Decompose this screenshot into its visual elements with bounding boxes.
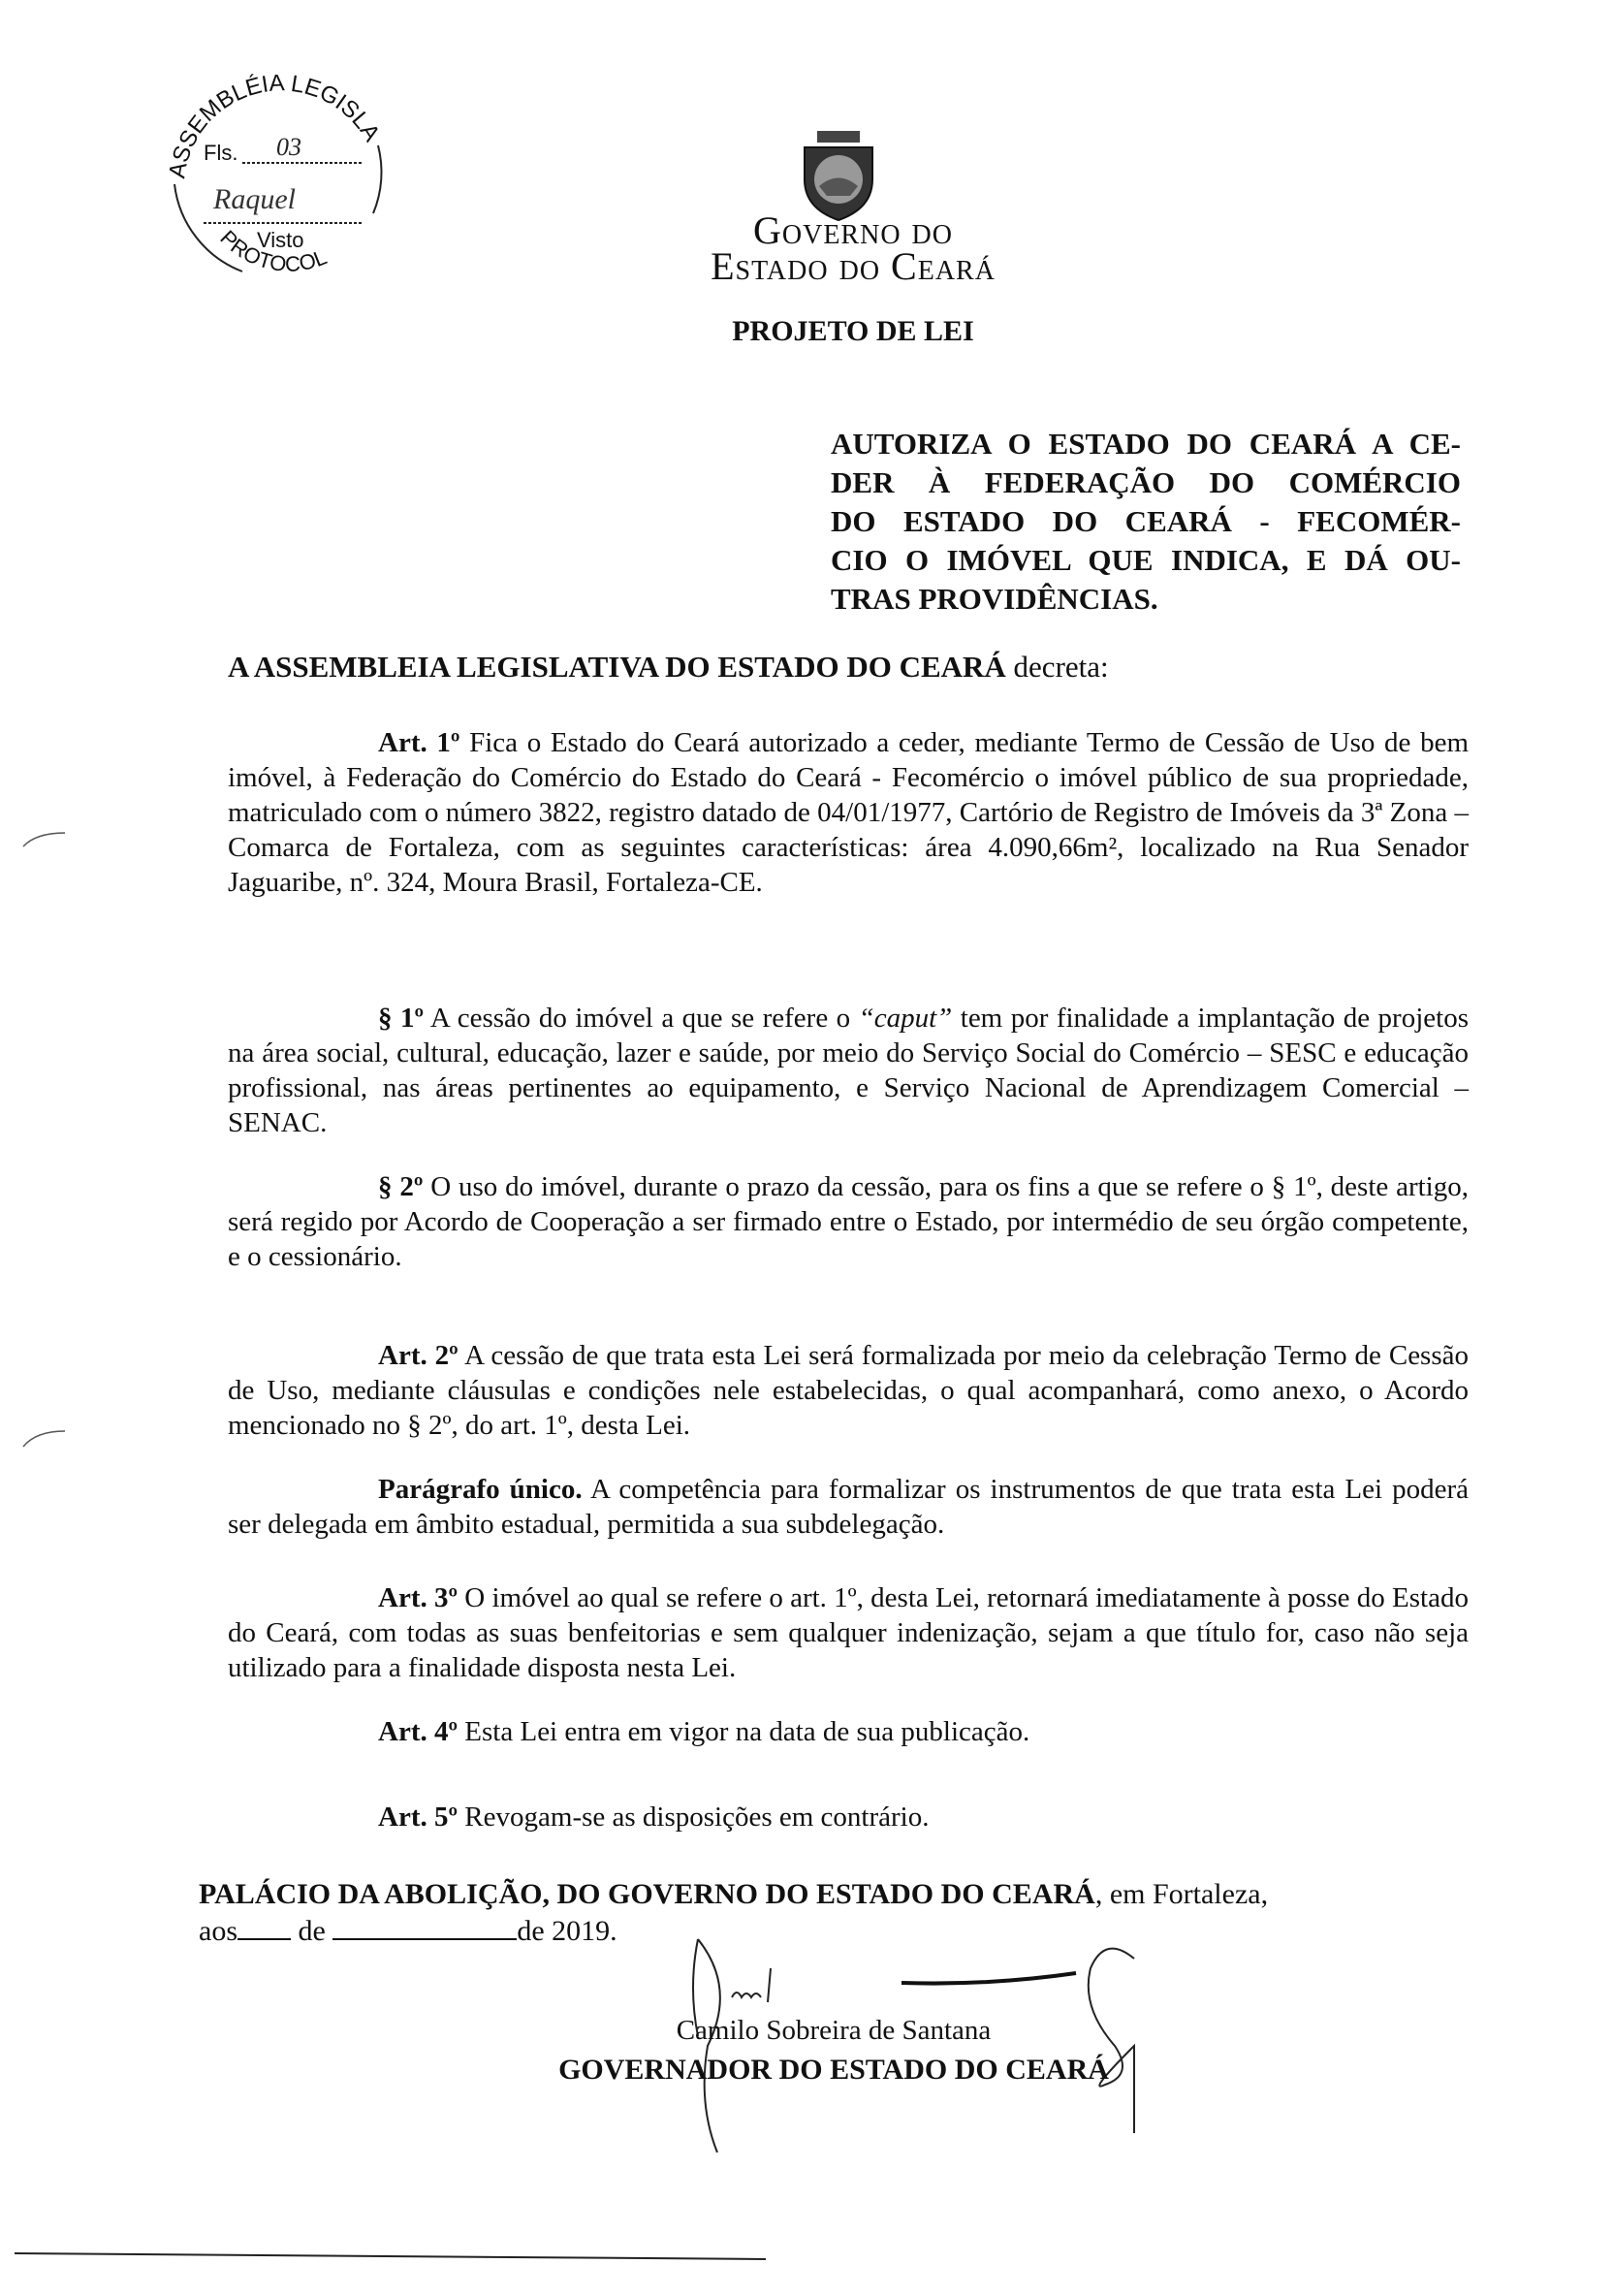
margin-mark	[21, 829, 70, 848]
article-text: Esta Lei entra em vigor na data de sua publicação.	[458, 1716, 1030, 1747]
article-label: Art. 1º	[378, 727, 460, 758]
paragraph-text: A competência para formalizar os instrumentos de que trata esta Lei poderá ser delegada em âmbito estadual, permitida a sua subdelegação.	[228, 1474, 1469, 1540]
article-1-paragraph-2	[228, 1169, 1469, 1274]
signatory-name: Camilo Sobreira de Santana	[676, 2015, 992, 2046]
ementa-line: CIO O IMÓVEL QUE INDICA, E DÁ OU-	[831, 543, 1461, 577]
paragraph-label: § 1º	[378, 1003, 425, 1034]
date-aos: aos	[199, 1915, 237, 1947]
closing-rest: , em Fortaleza,	[1094, 1878, 1269, 1910]
stamp-fls-number: 03	[276, 133, 301, 161]
closing-bold: PALÁCIO DA ABOLIÇÃO, DO GOVERNO DO ESTADO DO CEARÁ	[199, 1878, 1095, 1910]
paragraph-label: § 2º	[378, 1171, 424, 1202]
document-title: PROJETO DE LEI	[732, 315, 974, 347]
margin-mark	[21, 1427, 70, 1449]
ementa-line: AUTORIZA O ESTADO DO CEARÁ A CE-	[831, 427, 1461, 461]
paragraph-italic: “caput”	[858, 1003, 953, 1034]
article-5	[228, 1800, 1469, 1834]
ementa-line: DER À FEDERAÇÃO DO COMÉRCIO	[831, 465, 1461, 499]
ementa-line: DO ESTADO DO CEARÁ - FECOMÉR-	[831, 504, 1461, 538]
article-text: Fica o Estado do Ceará autorizado a ceder, mediante Termo de Cessão de Uso de bem imóvel, à Federação do Comércio do Estado do Ceará - Fecomércio o imóvel público de sua propriedade, matriculado com o número 3822, registro datado de 04/01/1977, Cartório de Registro de Imóveis da 3ª Zona – Comarca de Fortaleza, com as seguintes características: área 4.090,66m², localizado na Rua Senador Jaguaribe, nº. 324, Moura Brasil, Fortaleza-CE.	[228, 727, 1469, 898]
enacting-clause-bold: A ASSEMBLEIA LEGISLATIVA DO ESTADO DO CEARÁ	[228, 650, 1006, 684]
article-text: A cessão de que trata esta Lei será formalizada por meio da celebração Termo de Cessão de Uso, mediante cláusulas e condições nele estabelecidas, o qual acompanhará, como anexo, o Acordo mencionado no § 2º, do art. 1º, desta Lei.	[228, 1340, 1470, 1441]
paragraph-text: tem por finalidade a implantação de projetos na área social, cultural, educação, lazer e saúde, por meio do Serviço Social do Comércio – SESC e educação profissional, nas áreas pertinentes ao equipamento, e Serviço Nacional de Aprendizagem Comercial – SENAC.	[228, 1003, 1469, 1138]
stamp-fls-label: Fls.	[204, 141, 238, 165]
article-2	[228, 1338, 1469, 1443]
protocol-stamp	[145, 39, 407, 281]
article-text: O imóvel ao qual se refere o art. 1º, desta Lei, retornará imediatamente à posse do Estado do Ceará, com todas as suas benfeitorias e sem qualquer indenização, sejam a que título for, caso não seja utilizado para a finalidade disposta nesta Lei.	[228, 1582, 1469, 1683]
article-label: Art. 4º	[378, 1716, 459, 1747]
month-blank	[332, 1913, 517, 1940]
article-text: Revogam-se as disposições em contrário.	[458, 1802, 930, 1833]
day-blank	[237, 1913, 291, 1940]
article-1-paragraph-1	[228, 1001, 1469, 1140]
date-de: de	[291, 1915, 333, 1947]
svg-text:PROTOCOLO: PROTOCOL	[215, 225, 331, 276]
article-label: Art. 2º	[378, 1340, 459, 1371]
stamp-visto-label: Visto	[257, 228, 304, 252]
stamp-graphic	[145, 39, 407, 281]
article-label: Art. 3º	[378, 1582, 459, 1613]
enacting-clause	[228, 650, 1109, 685]
signatory-role: GOVERNADOR DO ESTADO DO CEARÁ	[558, 2054, 1109, 2086]
article-2-paragrafo-unico	[228, 1472, 1469, 1542]
article-4	[228, 1714, 1469, 1749]
paragraph-text: A cessão do imóvel a que se refere o	[424, 1003, 859, 1034]
enacting-clause-rest: decreta:	[1005, 650, 1109, 684]
article-1	[228, 725, 1469, 900]
date-year: de 2019.	[517, 1915, 617, 1947]
paragraph-text: O uso do imóvel, durante o prazo da cessão, para os fins a que se refere o § 1º, deste artigo, será regido por Acordo de Cooperação a ser firmado entre o Estado, por intermédio de seu órgão competente, e o cessionário.	[228, 1171, 1469, 1272]
government-header-line1: Governo do	[753, 208, 953, 252]
government-header-line2: Estado do Ceará	[711, 244, 996, 288]
stamp-handwritten-signature: Raquel	[213, 183, 296, 215]
article-3	[228, 1580, 1469, 1685]
stamp-arc-text: ASSEMBLÉIA LEGISLA	[164, 70, 385, 180]
paragraph-label: Parágrafo único.	[378, 1474, 583, 1505]
article-label: Art. 5º	[378, 1802, 459, 1833]
bottom-rule	[15, 2249, 766, 2261]
ementa	[831, 425, 1461, 619]
ementa-line: TRAS PROVIDÊNCIAS.	[831, 582, 1158, 616]
